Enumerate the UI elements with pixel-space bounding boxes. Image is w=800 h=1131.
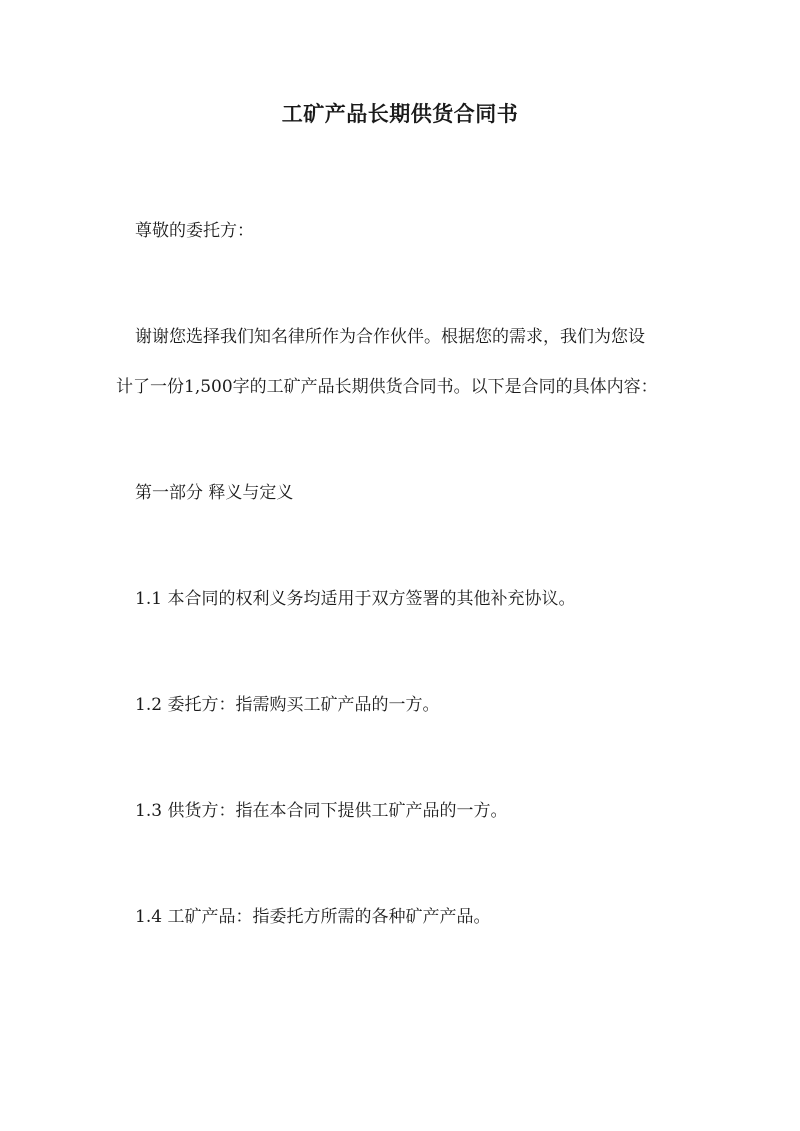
document-title: 工矿产品长期供货合同书 bbox=[281, 101, 519, 126]
clause-1-1: 1.1 本合同的权利义务均适用于双方签署的其他补充协议。 bbox=[135, 589, 576, 609]
part-heading: 第一部分 释义与定义 bbox=[135, 483, 294, 503]
clause-1-2: 1.2 委托方：指需购买工矿产品的一方。 bbox=[135, 695, 440, 715]
intro-line-2: 计了一份1,500字的工矿产品长期供货合同书。以下是合同的具体内容： bbox=[116, 377, 658, 397]
intro-line-1: 谢谢您选择我们知名律所作为合作伙伴。根据您的需求，我们为您设 bbox=[135, 327, 645, 347]
greeting: 尊敬的委托方： bbox=[135, 221, 254, 241]
clause-1-4: 1.4 工矿产品：指委托方所需的各种矿产产品。 bbox=[135, 907, 491, 927]
clause-1-3: 1.3 供货方：指在本合同下提供工矿产品的一方。 bbox=[135, 801, 508, 821]
